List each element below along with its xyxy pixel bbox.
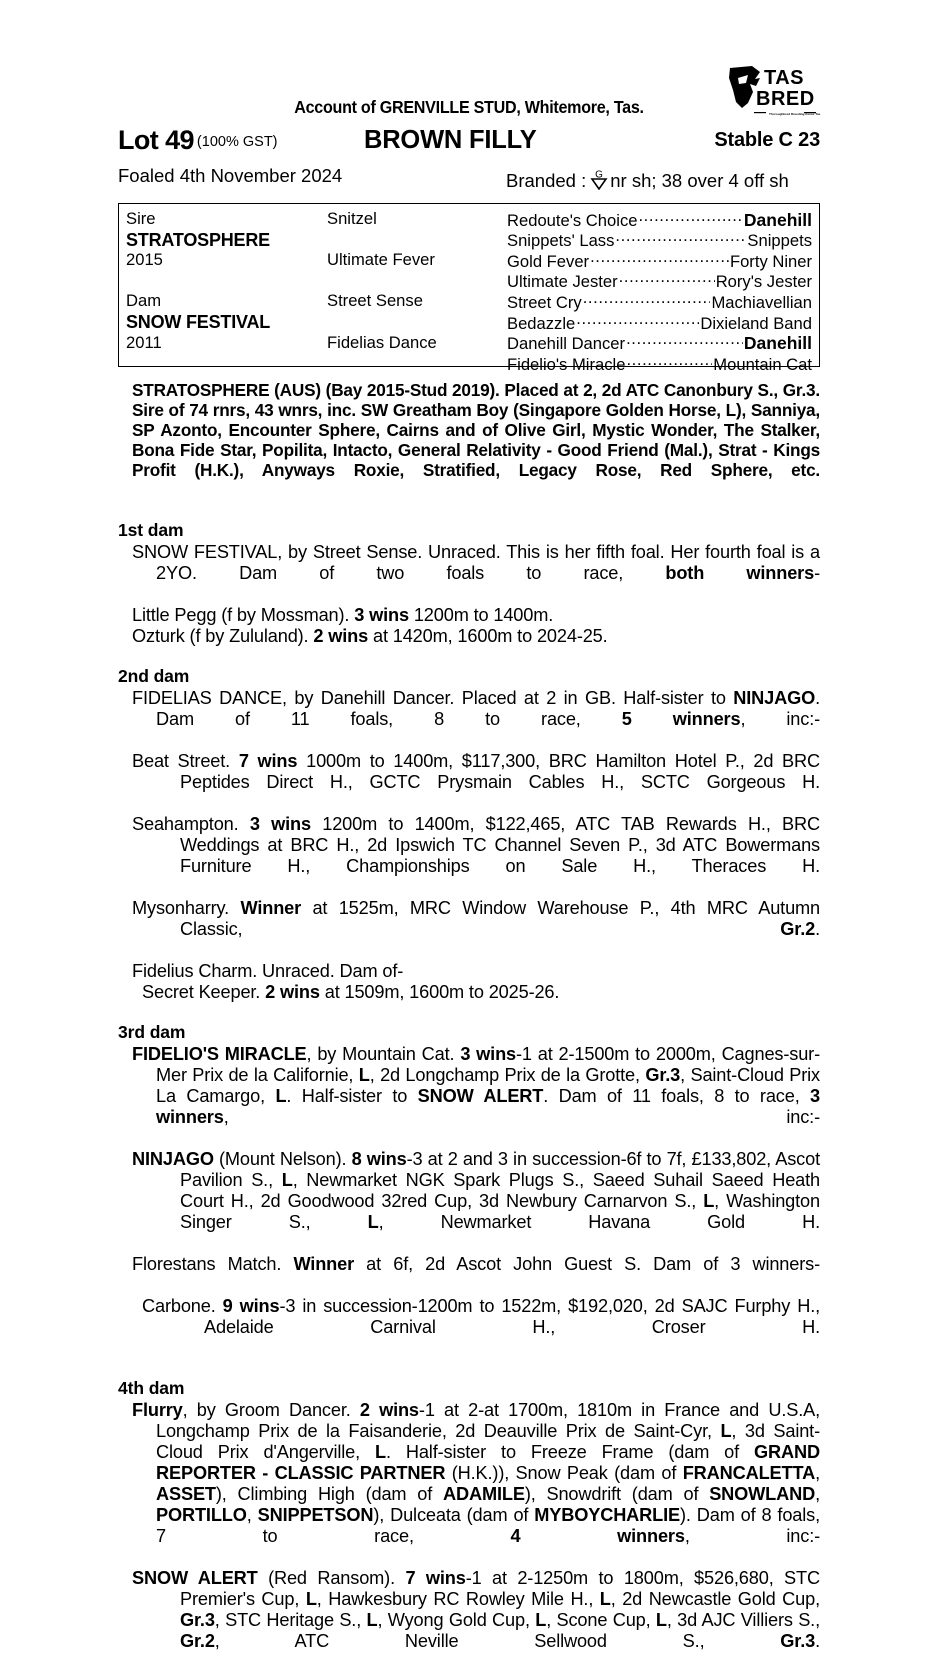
stable-number: Stable C 23 [714, 129, 820, 151]
pedigree-entry: Carbone. 9 wins-3 in succession-1200m to 1522m, $192,020, 2d SAJC Furphy H., Adelaide Carnival H., Croser H. [142, 1296, 820, 1338]
gen3-right: Danehill [743, 209, 812, 230]
svg-text:BRED: BRED [756, 88, 815, 110]
branded-label: Branded : [506, 170, 587, 191]
gen3-right: Dixieland Band [700, 313, 812, 333]
leader-dots [626, 333, 743, 350]
gen3-right: Snippets [747, 231, 812, 251]
pedigree-entry: FIDELIO'S MIRACLE, by Mountain Cat. 3 wins-1 at 2-1500m to 2000m, Cagnes-sur-Mer Prix de la Californie, L, 2d Longchamp Prix de la Grotte, Gr.3, Saint-Cloud Prix La Camargo, L. Half-sister to SNOW ALERT. Dam of 11 foals, 8 to race, 3 winners, inc:- [132, 1044, 820, 1128]
gen3-right: Mountain Cat [713, 354, 812, 374]
gen3-right: Forty Niner [729, 251, 812, 271]
gen3-left: Fidelio's Miracle [507, 354, 626, 374]
pedigree-entry: FIDELIAS DANCE, by Danehill Dancer. Placed at 2 in GB. Half-sister to NINJAGO. Dam of 11 foals, 8 to race, 5 winners, inc:- [132, 687, 821, 729]
pedigree-row [119, 291, 819, 312]
leader-dots [619, 271, 715, 288]
leader-dots [590, 250, 729, 267]
foaled-branded-row [118, 165, 820, 193]
gen3-cell [507, 291, 812, 313]
dam-sections [118, 520, 820, 1673]
sire-label: Sire [126, 209, 156, 228]
pedigree-entry: Seahampton. 3 wins 1200m to 1400m, $122,465, ATC TAB Rewards H., BRC Weddings at BRC H., 2d Ipswich TC Channel Seven P., 3d ATC Bowermans Furniture H., Championships on Sale H., Theraces H. [132, 813, 820, 876]
dam-dam: Fidelias Dance [327, 332, 437, 352]
svg-text:G: G [595, 169, 604, 181]
pedigree-entry: NINJAGO (Mount Nelson). 8 wins-3 at 2 and 3 in succession-6f to 7f, £133,802, Ascot Pavilion S., L, Newmarket NGK Spark Plugs S., Saeed Suhail Saeed Heath Court H., 2d Goodwood 32red Cup, 3d Newbury Carnarvon S., L, Washington Singer S., L, Newmarket Havana Gold H. [132, 1149, 821, 1233]
lot-number-text: Lot 49 [118, 125, 194, 155]
gen3-cell [507, 271, 812, 293]
gen3-cell [507, 230, 812, 252]
gen3-left: Redoute's Choice [507, 210, 638, 230]
dam-name: SNOW FESTIVAL [126, 311, 271, 332]
pedigree-row [119, 333, 819, 354]
gen3-cell [507, 333, 812, 355]
pedigree-entry: Beat Street. 7 wins 1000m to 1400m, $117,300, BRC Hamilton Hotel P., 2d BRC Peptides Direct H., GCTC Prysmain Cables H., SCTC Gorgeous H. [132, 750, 820, 792]
gen3-cell [507, 312, 812, 334]
gen3-left: Ultimate Jester [507, 272, 618, 292]
gen3-left: Bedazzle [507, 313, 576, 333]
pedigree-table [118, 203, 820, 374]
pedigree-row [119, 271, 819, 292]
pedigree-row [119, 312, 819, 333]
dam-heading: 1st dam [118, 519, 184, 540]
gen3-right: Danehill [743, 333, 812, 354]
colour-sex-title: BROWN FILLY [364, 126, 537, 154]
dam-heading: 4th dam [118, 1378, 185, 1399]
gen3-left: Snippets' Lass [507, 231, 615, 251]
gen3-left: Street Cry [507, 292, 582, 312]
pedigree-row [119, 250, 819, 271]
branded-detail: nr sh; 38 over 4 off sh [610, 170, 789, 191]
pedigree-row [119, 230, 819, 251]
catalogue-page [118, 0, 820, 1673]
lot-number [118, 125, 278, 156]
sire-dam: Ultimate Fever [327, 250, 435, 270]
account-line: Account of GRENVILLE STUD, Whitemore, Tas. [294, 97, 644, 117]
leader-dots [583, 291, 711, 308]
pedigree-entry: Little Pegg (f by Mossman). 3 wins 1200m to 1400m. [132, 604, 554, 625]
gen3-left: Gold Fever [507, 251, 590, 271]
dam-label: Dam [126, 291, 162, 311]
foaled-date: Foaled 4th November 2024 [118, 165, 343, 186]
pedigree-entry: SNOW FESTIVAL, by Street Sense. Unraced. This is her fifth foal. Her fourth foal is a 2YO. Dam of two foals to race, both winners- [132, 541, 820, 583]
sire-summary: STRATOSPHERE (AUS) (Bay 2015-Stud 2019). Placed at 2, 2d ATC Canonbury S., Gr.3. Sire of 74 rnrs, 43 wnrs, inc. SW Greatham Boy (Singapore Golden Horse, L), Sanniya, SP Azonto, Encounter Sphere, Cairns and of Olive Girl, Mystic Wonder, The Stalker, Bona Fide Star, Popilita, Intacto, General Relativity - Good Friend (Mal.), Strat - Kings Profit (H.K.), Anyways Roxie, Stratified, Legacy Rose, Red Sphere, etc. [132, 380, 820, 480]
gen3-right: Machiavellian [711, 292, 812, 312]
pedigree-entry: SNOW ALERT (Red Ransom). 7 wins-1 at 2-1250m to 1800m, $526,680, STC Premier's Cup, L, Hawkesbury RC Rowley Mile H., L, 2d Newcastle Gold Cup, Gr.3, STC Heritage S., L, Wyong Gold Cup, L, Scone Cup, L, 3d AJC Villiers S., Gr.2, ATC Neville Sellwood S., Gr.3. [132, 1568, 820, 1652]
pedigree-entry: Secret Keeper. 2 wins at 1509m, 1600m to 2025-26. [142, 982, 560, 1003]
leader-dots [638, 209, 742, 226]
gen3-cell [507, 250, 812, 272]
leader-dots [576, 312, 699, 329]
pedigree-row [119, 353, 819, 374]
pedigree-entry: Flurry, by Groom Dancer. 2 wins-1 at 2-at 1700m, 1810m in France and U.S.A, Longchamp Prix de la Faisanderie, 2d Deauville Prix de Saint-Cyr, L, 3d Saint-Cloud Prix d'Angerville, L. Half-sister to Freeze Frame (dam of GRAND REPORTER - CLASSIC PARTNER (H.K.)), Snow Peak (dam of FRANCALETTA, ASSET), Climbing High (dam of ADAMILE), Snowdrift (dam of SNOWLAND, PORTILLO, SNIPPETSON), Dulceata (dam of MYBOYCHARLIE). Dam of 8 foals, 7 to race, 4 winners, inc:- [132, 1400, 821, 1547]
pedigree-row [119, 209, 819, 230]
leader-dots [626, 353, 712, 370]
sire-year: 2015 [126, 250, 163, 270]
dam-heading: 2nd dam [118, 665, 190, 686]
dam-year: 2011 [126, 332, 162, 352]
leader-dots [615, 230, 746, 247]
gen3-left: Danehill Dancer [507, 334, 626, 354]
gst-note: (100% GST) [196, 134, 278, 150]
branded-info [506, 165, 789, 192]
title-row [118, 125, 820, 159]
svg-text:TAS: TAS [764, 67, 805, 89]
dam-heading: 3rd dam [118, 1022, 186, 1043]
pedigree-entry: Mysonharry. Winner at 1525m, MRC Window Warehouse P., 4th MRC Autumn Classic, Gr.2. [132, 897, 821, 939]
pedigree-entry: Florestans Match. Winner at 6f, 2d Ascot John Guest S. Dam of 3 winners- [132, 1254, 820, 1275]
gen3-right: Rory's Jester [715, 272, 812, 292]
svg-text:Thoroughbred Breeding Assoc Ta: Thoroughbred Breeding Assoc Tas [769, 112, 821, 116]
pedigree-entry: Ozturk (f by Zululand). 2 wins at 1420m, 1600m to 2024-25. [132, 625, 608, 646]
dam-sire: Street Sense [327, 291, 423, 311]
brand-mark-icon [589, 168, 609, 190]
gen3-cell [507, 353, 812, 375]
sire-name: STRATOSPHERE [126, 229, 270, 250]
pedigree-entry: Fidelius Charm. Unraced. Dam of- [132, 961, 404, 981]
sire-sire: Snitzel [327, 209, 377, 228]
gen3-cell [507, 209, 812, 231]
